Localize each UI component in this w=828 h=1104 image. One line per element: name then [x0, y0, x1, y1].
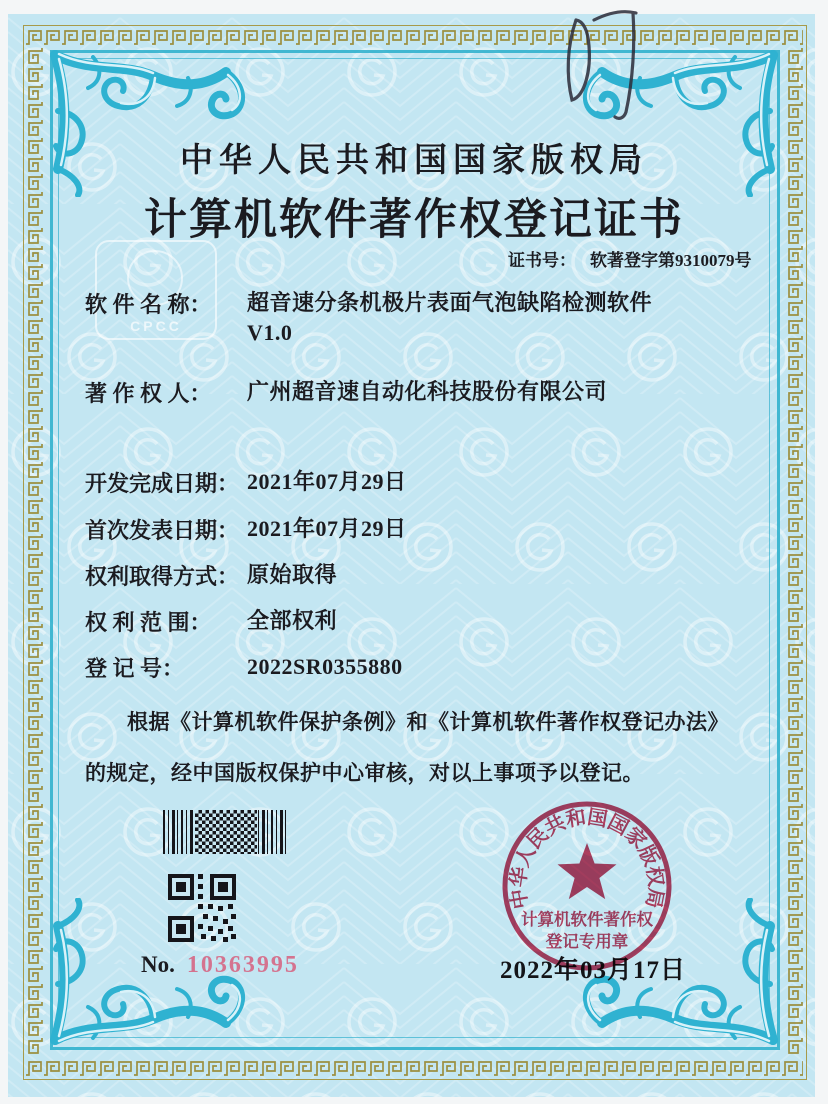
certificate-number-line: [508, 246, 752, 271]
meander-border-bottom: [25, 1058, 803, 1078]
meander-border-right: [785, 47, 805, 1056]
field-label: 软 件 名 称：: [85, 292, 212, 317]
field-first-publish-date: [85, 514, 727, 545]
seal-caption-line1: 计算机软件著作权: [521, 910, 653, 929]
certificate-title: 计算机软件著作权登记证书: [144, 197, 684, 244]
meander-border-left: [25, 47, 45, 1056]
field-dev-complete-date: [85, 467, 727, 498]
barcode-matrix-section: [195, 810, 257, 854]
handwritten-mark: [552, 0, 662, 130]
field-value: 原始取得: [247, 562, 338, 587]
issue-date: 2022年03月17日: [500, 957, 687, 984]
seal-ring-text: 中华人民共和国国家版权局: [507, 806, 667, 912]
field-software-name: [85, 288, 727, 348]
official-seal: [489, 786, 685, 982]
issuer-title: 中华人民共和国国家版权局: [180, 143, 648, 179]
serial-number: 10363995: [186, 952, 299, 978]
software-version: V1.0: [247, 320, 293, 345]
field-copyright-holder: [85, 377, 727, 408]
field-value: 2021年07月29日: [247, 469, 407, 494]
field-value: 2021年07月29日: [247, 516, 407, 541]
meander-border-top: [25, 27, 803, 47]
field-label: 著 作 权 人：: [85, 381, 212, 406]
serial-number-line: [141, 952, 299, 979]
field-label: 登 记 号：: [85, 656, 185, 681]
field-value: 超音速分条机极片表面气泡缺陷检测软件 V1.0: [247, 288, 727, 348]
certificate-number-value: 软著登字第9310079号: [590, 251, 752, 270]
field-label: 开发完成日期：: [85, 471, 240, 496]
field-label: 权利取得方式：: [85, 564, 240, 589]
seal-caption-line2: 登记专用章: [545, 932, 629, 951]
certificate-number-label: 证书号：: [508, 251, 576, 270]
field-right-acquisition: [85, 560, 727, 591]
serial-label: No.: [141, 952, 175, 977]
field-label: 权 利 范 围：: [85, 610, 212, 635]
field-label: 首次发表日期：: [85, 518, 240, 543]
field-value: 全部权利: [247, 608, 338, 633]
field-value: 广州超音速自动化科技股份有限公司: [247, 379, 608, 404]
barcode-1d: [163, 810, 287, 854]
field-registration-number: [85, 652, 727, 683]
field-right-scope: [85, 606, 727, 637]
registration-statement: 根据《计算机软件保护条例》和《计算机软件著作权登记办法》的规定，经中国版权保护中心审核，对以上事项予以登记。: [85, 710, 729, 785]
field-value: 2022SR0355880: [247, 654, 403, 679]
qr-code: [168, 874, 236, 942]
seal-star-icon: [558, 843, 617, 899]
cpcc-watermark-label: CPCC: [130, 318, 182, 334]
